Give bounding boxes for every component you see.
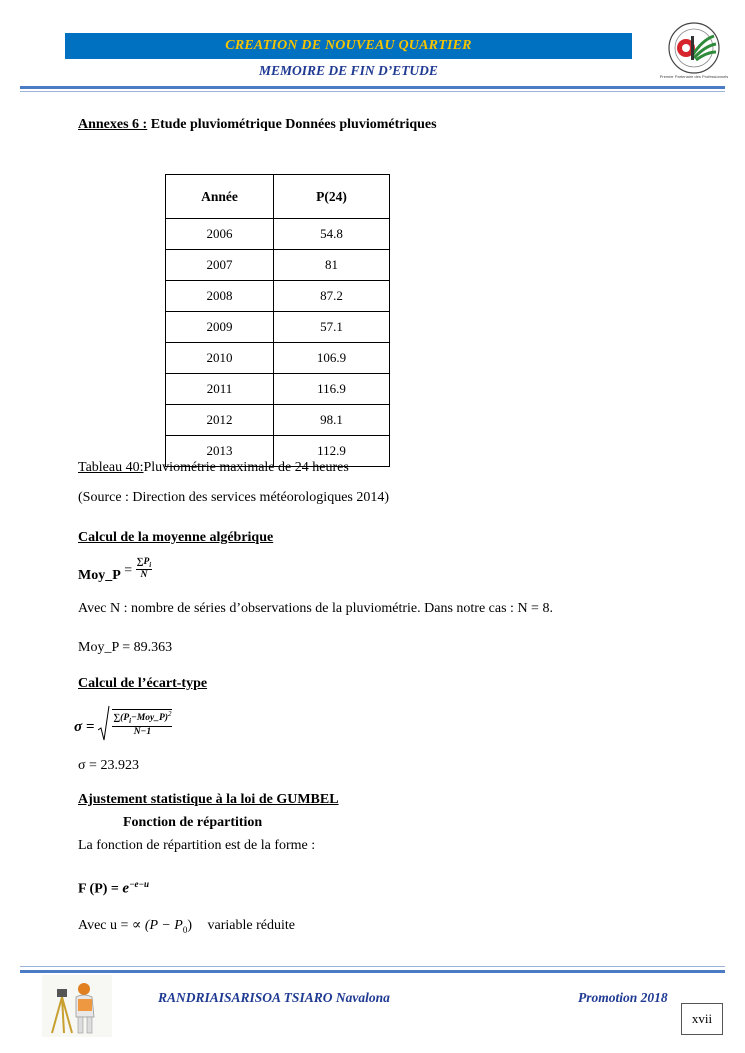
- header-title: CREATION DE NOUVEAU QUARTIER: [225, 38, 472, 53]
- table-cell-year: 2008: [166, 281, 274, 312]
- stddev-fraction: $\frac{\sum(P_i-Moy\_P)^2}{N-1}$: [113, 710, 172, 737]
- header-title-bar: [65, 33, 632, 59]
- header-rule-thin: [20, 91, 725, 92]
- gumbel-formula: [78, 879, 149, 898]
- table-cell-value: 98.1: [274, 405, 390, 436]
- table-cell-year: 2013: [166, 436, 274, 467]
- gumbel-avec-math: (P − P: [144, 918, 183, 933]
- gumbel-avec-close: ): [187, 918, 193, 933]
- annex-heading: Etude pluviométrique Données pluviométriques: [147, 117, 437, 132]
- mean-fraction: [136, 557, 153, 580]
- gumbel-intro: La fonction de répartition est de la forme :: [78, 838, 316, 853]
- mean-note: Avec N : nombre de séries d’observations de la pluviométrie. Dans notre cas : N = 8.: [78, 601, 553, 616]
- table-cell-year: 2010: [166, 343, 274, 374]
- table-cell-value: 116.9: [274, 374, 390, 405]
- school-logo: [658, 20, 730, 82]
- table-cell-value: 81: [274, 250, 390, 281]
- table-row: [166, 312, 390, 343]
- mean-heading: Calcul de la moyenne algébrique: [78, 530, 274, 545]
- logo-caption: Premier Partenaire des Professionnels: [659, 74, 729, 79]
- gumbel-heading: Ajustement statistique à la loi de GUMBEL: [78, 792, 339, 807]
- footer-author: RANDRIAISARISOA TSIARO Navalona: [158, 990, 390, 1005]
- page-number-text: xvii: [691, 1011, 713, 1026]
- table-cell-year: 2009: [166, 312, 274, 343]
- stddev-fraction-sub: i: [129, 717, 132, 726]
- stddev-result: σ = 23.923: [78, 758, 139, 773]
- table-row: [166, 250, 390, 281]
- table-row: [166, 219, 390, 250]
- table-row: [166, 343, 390, 374]
- gumbel-subheading: Fonction de répartition: [123, 815, 263, 830]
- gumbel-formula-base: e: [122, 880, 130, 897]
- table-cell-value: 112.9: [274, 436, 390, 467]
- annex-label: Annexes 6 :: [78, 117, 148, 132]
- surveyor-illustration: [42, 975, 112, 1037]
- caption-label: Tableau 40:: [78, 460, 144, 475]
- stddev-fraction-num-tail: −Moy_P): [131, 713, 168, 724]
- mean-formula: Moy_P = $\frac{\sum P_i}{N}$: [78, 557, 152, 583]
- gumbel-formula-exp: −e−u: [129, 879, 149, 889]
- table-caption: [78, 460, 349, 476]
- gumbel-formula-lhs: F (P) =: [78, 881, 123, 897]
- stddev-fraction-den: N−1: [133, 726, 152, 737]
- page-number: [681, 1003, 723, 1035]
- table-cell-value: 87.2: [274, 281, 390, 312]
- table-cell-year: 2006: [166, 219, 274, 250]
- table-row: [166, 405, 390, 436]
- mean-result: Moy_P = 89.363: [78, 640, 173, 655]
- gumbel-variable: [78, 917, 295, 935]
- gumbel-avec-tail: variable réduite: [207, 918, 295, 933]
- header-subtitle: MEMOIRE DE FIN D’ETUDE: [259, 63, 438, 78]
- table-row: [166, 374, 390, 405]
- stddev-formula: σ = $\frac{\sum(P_i-Moy\_P)^2}{N-1}$: [74, 704, 173, 744]
- table-header-year: Année: [166, 175, 274, 219]
- caption-source: (Source : Direction des services météorologiques 2014): [78, 490, 390, 505]
- footer-rule: [20, 970, 725, 973]
- footer-rule-thin: [20, 966, 725, 967]
- mean-fraction-num: ∑P: [136, 557, 150, 567]
- table-cell-value: 54.8: [274, 219, 390, 250]
- sqrt-icon: [98, 704, 110, 744]
- table-header-p24: P(24): [274, 175, 390, 219]
- table-cell-year: 2007: [166, 250, 274, 281]
- mean-fraction-sub: i: [149, 560, 152, 569]
- footer-promotion: Promotion 2018: [578, 990, 668, 1005]
- stddev-heading: Calcul de l’écart-type: [78, 676, 208, 691]
- mean-fraction-den: N: [140, 569, 148, 580]
- table-header-row: [166, 175, 390, 219]
- header-rule: [20, 86, 725, 89]
- caption-text: Pluviométrie maximale de 24 heures: [143, 460, 349, 475]
- mean-formula-lhs: Moy_P: [78, 567, 121, 583]
- table-cell-year: 2011: [166, 374, 274, 405]
- table-cell-value: 57.1: [274, 312, 390, 343]
- gumbel-avec-lead: Avec u = ∝: [78, 918, 145, 933]
- rainfall-table: [165, 174, 390, 467]
- gumbel-avec-sub: 0: [182, 924, 188, 935]
- table-row: [166, 281, 390, 312]
- table-cell-value: 106.9: [274, 343, 390, 374]
- table-cell-year: 2012: [166, 405, 274, 436]
- annex-title: [78, 117, 437, 133]
- stddev-fraction-num: ∑(P: [113, 713, 130, 724]
